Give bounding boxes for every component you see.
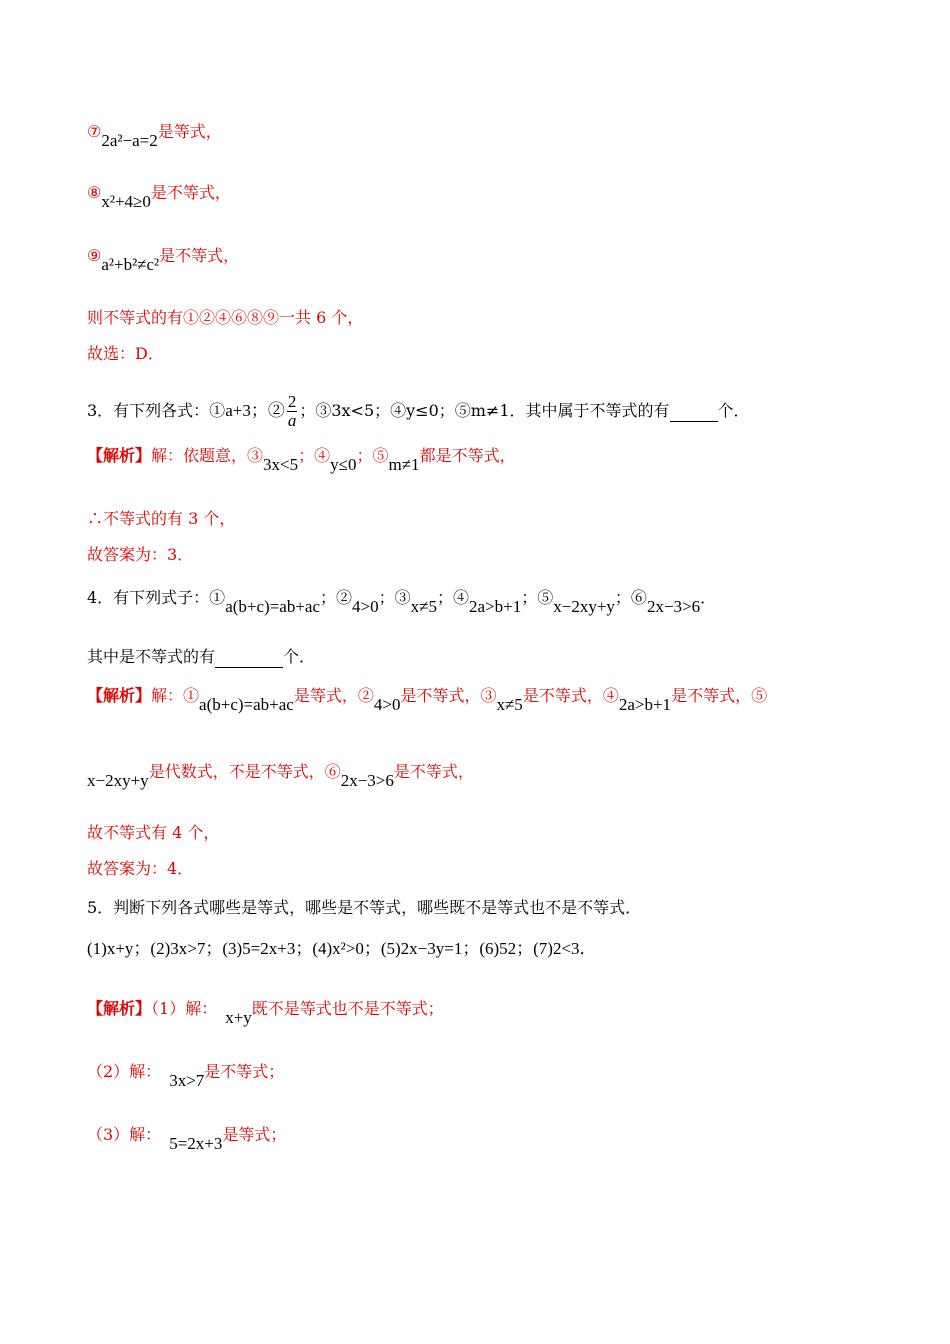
question-4: 4．有下列式子：①a(b+c)=ab+ac；②4>0；③x≠5；④2a>b+1；⑤x−2xy+y；⑥2x−3>6． (87, 588, 717, 616)
answer-blank (215, 647, 283, 668)
answer-line-9: ⑨a²+b²≠c²是不等式， (87, 246, 240, 274)
question-4-line-2: 其中是不等式的有 个． (87, 647, 316, 666)
analysis-4: 【解析】解：①a(b+c)=ab+ac是等式，②4>0是不等式，③x≠5是不等式，④2a>b+1是不等式，⑤ (87, 686, 768, 714)
analysis-3: 【解析】解：依题意，③3x<5；④y≤0；⑤m≠1都是不等式， (87, 446, 516, 474)
analysis-tag: 【解析】 (87, 446, 152, 465)
analysis-5-1: 【解析】（1）解： x+y既不是等式也不是不等式； (87, 999, 444, 1027)
math-expression: x²+4≥0 (101, 192, 151, 211)
fraction: $\frac{2}{a}$ (287, 392, 297, 430)
math-expression: a²+b²≠c² (101, 255, 160, 274)
question-3: 3．有下列各式：①a+3；② $\frac{2}{a}$ ；③3x<5；④y≤0；⑤m≠1．其中属于不等式的有 个． (87, 392, 750, 430)
answer-line-8: ⑧x²+4≥0是不等式， (87, 183, 231, 211)
answer-choice: 故选：D． (87, 344, 164, 363)
analysis-4-line-3: 故不等式有 4 个， (87, 823, 220, 842)
math-expression: 2a²−a=2 (101, 131, 158, 150)
analysis-5-3: （3）解： 5=2x+3是等式； (87, 1125, 287, 1153)
analysis-3-line-3: 故答案为：3． (87, 545, 194, 564)
question-5-items: (1)x+y；(2)3x>7；(3)5=2x+3；(4)x²>0；(5)2x−3y=1；(6)52；(7)2<3． (87, 939, 597, 958)
analysis-5-2: （2）解： 3x>7是不等式； (87, 1062, 285, 1090)
analysis-4-line-4: 故答案为：4． (87, 859, 194, 878)
answer-blank (670, 401, 718, 422)
analysis-3-line-2: ∴不等式的有 3 个， (87, 509, 236, 528)
analysis-4-line-2: x−2xy+y是代数式，不是不等式，⑥2x−3>6是不等式， (87, 762, 474, 790)
analysis-tag: 【解析】 (87, 999, 152, 1018)
analysis-tag: 【解析】 (87, 686, 152, 705)
answer-summary: 则不等式的有①②④⑥⑧⑨一共 6 个， (87, 308, 364, 327)
answer-line-7: ⑦2a²−a=2是等式， (87, 122, 222, 150)
question-5: 5．判断下列各式哪些是等式，哪些是不等式，哪些既不是等式也不是不等式． (87, 898, 642, 917)
